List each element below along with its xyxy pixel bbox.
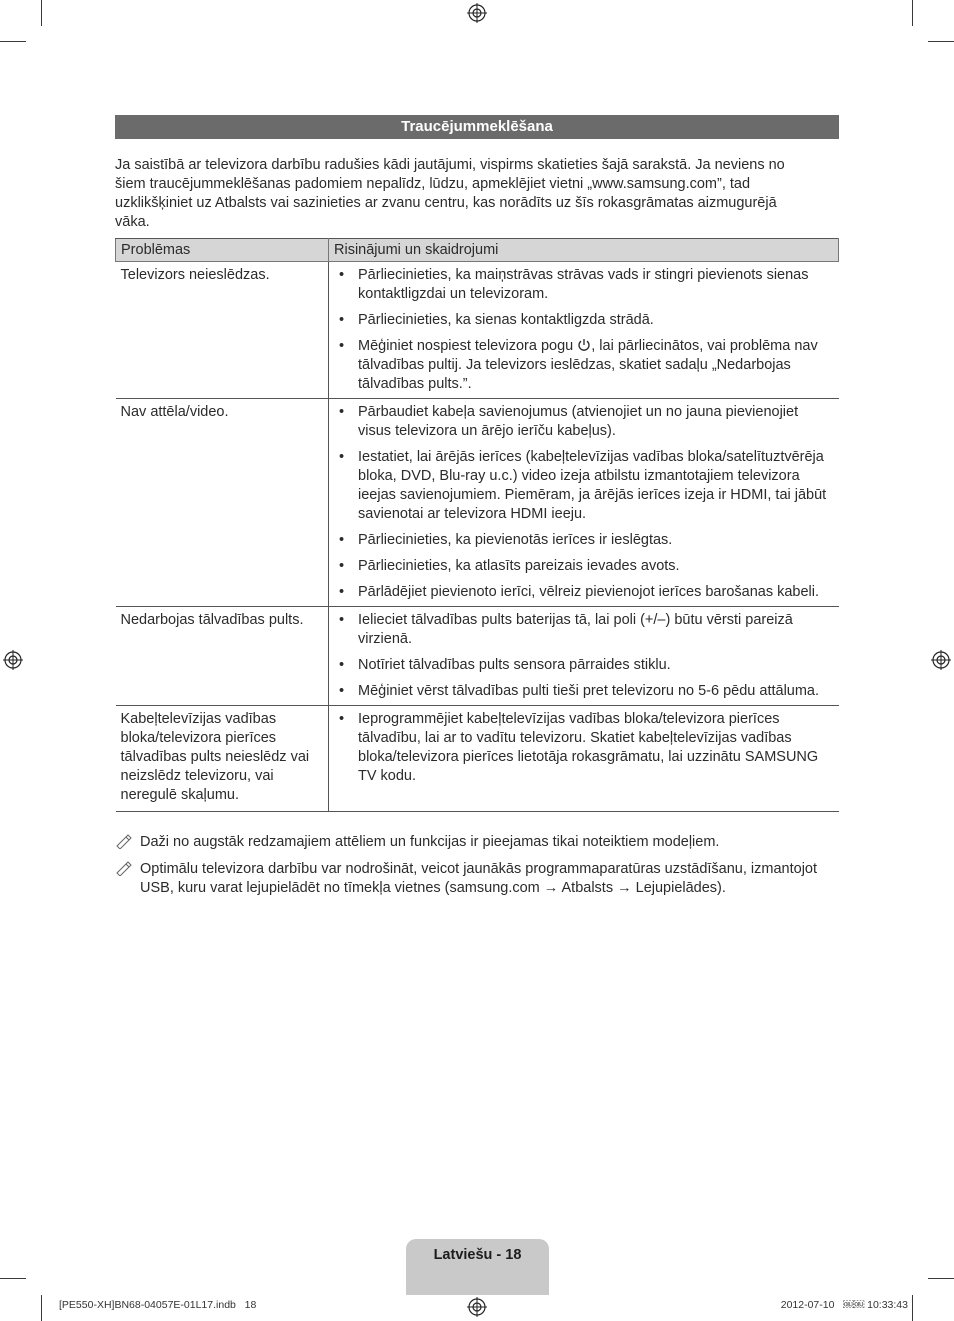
registration-mark-icon <box>467 1297 487 1317</box>
registration-mark-icon <box>931 650 951 670</box>
header-problems: Problēmas <box>116 239 329 262</box>
solution-item: • Mēģiniet nospiest televizora pogu , lai pārliecinātos, vai problēma nav tālvadības pultij. Ja televizors ieslēdzas, skatiet sadaļu „Nedarbojas tālvadības pults.”. <box>339 338 818 392</box>
troubleshooting-table <box>115 238 839 812</box>
problem-cell: Nedarbojas tālvadības pults. <box>116 607 329 706</box>
solution-item: • Pārbaudiet kabeļa savienojumus (atvienojiet un no jauna pievienojiet visus televizora un ārējo ierīču kabeļus). <box>339 404 799 439</box>
problem-cell: Televizors neieslēdzas. <box>116 262 329 399</box>
crop-mark <box>912 1295 913 1321</box>
solution-item: • Pārliecinieties, ka atlasīts pareizais ievades avots. <box>339 558 680 574</box>
intro-paragraph: Ja saistībā ar televizora darbību radušies kādi jautājumi, vispirms skatieties šajā sarakstā. Ja neviens no šiem traucējummeklēšanas padomiem nepalīdz, lūdzu, apmeklējiet vietni „www.samsung.com”, tad uzklikšķiniet uz Atbalsts vai sazinieties ar zvanu centru, kas norādīts uz šīs rokasgrāmatas aizmugurējā vāka. <box>115 157 785 230</box>
note-item: Optimālu televizora darbību var nodrošināt, veicot jaunākās programmaparatūras uzstādīšanu, izmantojot USB, kuru varat lejupielādēt no tīmekļa vietnes (samsung.com → Atbalsts → Lejupielādes). <box>115 860 839 898</box>
page-number: Latviešu - 18 <box>406 1239 549 1295</box>
table-row <box>116 262 839 399</box>
solution-item: • Pārliecinieties, ka maiņstrāvas strāvas vads ir stingri pievienots sienas kontaktligzdai un televizoram. <box>339 267 809 302</box>
section-title: Traucējummeklēšana <box>115 115 839 139</box>
crop-mark <box>912 0 913 26</box>
table-row <box>116 706 839 812</box>
table-header-row <box>116 239 839 262</box>
solution-item: • Mēģiniet vērst tālvadības pulti tieši pret televizoru no 5-6 pēdu attāluma. <box>339 683 820 699</box>
table-row <box>116 607 839 706</box>
crop-mark <box>0 1278 26 1279</box>
solutions-cell <box>329 399 839 607</box>
crop-mark <box>0 41 26 42</box>
solution-item: • Iestatiet, lai ārējās ierīces (kabeļtelevīzijas vadības bloka/satelītuztvērēja bloka, DVD, Blu-ray u.c.) video izeja atbilstu izmantotajiem televizora ieejas savienojumiem. Piemēram, ja ārējās ierīces izeja ir HDMI, tai jābūt savienotai ar televizora HDMI ieeju. <box>339 449 827 522</box>
problem-cell: Nav attēla/video. <box>116 399 329 607</box>
footer-date: 2012-07-10 ￼￼ 10:33:43 <box>780 1299 908 1311</box>
solution-item: • Ielieciet tālvadības pults baterijas tā, lai poli (+/–) būtu vērsti pareizā virzienā. <box>339 612 793 647</box>
crop-mark <box>41 1295 42 1321</box>
pencil-note-icon <box>115 860 133 876</box>
registration-mark-icon <box>3 650 23 670</box>
problem-cell: Kabeļtelevīzijas vadības bloka/televizora pierīces tālvadības pults neieslēdz vai neizslēdz televizoru, vai neregulē skaļumu. <box>116 706 329 812</box>
table-row <box>116 399 839 607</box>
footer-file: [PE550-XH]BN68-04057E-01L17.indb 18 <box>59 1299 257 1311</box>
pencil-note-icon <box>115 833 133 849</box>
crop-mark <box>41 0 42 26</box>
solution-item: • Notīriet tālvadības pults sensora pārraides stiklu. <box>339 657 671 673</box>
solution-item: • Pārliecinieties, ka sienas kontaktligzda strādā. <box>339 312 654 328</box>
notes-list <box>115 833 839 906</box>
solution-item: • Pārliecinieties, ka pievienotās ierīces ir ieslēgtas. <box>339 532 673 548</box>
solutions-cell <box>329 706 839 812</box>
solutions-cell <box>329 262 839 399</box>
solution-item: • Pārlādējiet pievienoto ierīci, vēlreiz pievienojot ierīces barošanas kabeli. <box>339 584 820 600</box>
power-icon <box>577 338 591 352</box>
crop-mark <box>928 41 954 42</box>
note-item: Daži no augstāk redzamajiem attēliem un funkcijas ir pieejamas tikai noteiktiem modeļiem. <box>115 833 839 852</box>
crop-mark <box>928 1278 954 1279</box>
registration-mark-icon <box>467 3 487 23</box>
solutions-cell <box>329 607 839 706</box>
header-solutions: Risinājumi un skaidrojumi <box>329 239 839 262</box>
solution-item: • Ieprogrammējiet kabeļtelevīzijas vadības bloka/televizora pierīces tālvadību, lai ar to vadītu televizoru. Skatiet kabeļtelevīzijas vadības bloka/televizora pierīces lietotāja rokasgrāmatu, lai uzzinātu SAMSUNG TV kodu. <box>339 711 819 784</box>
